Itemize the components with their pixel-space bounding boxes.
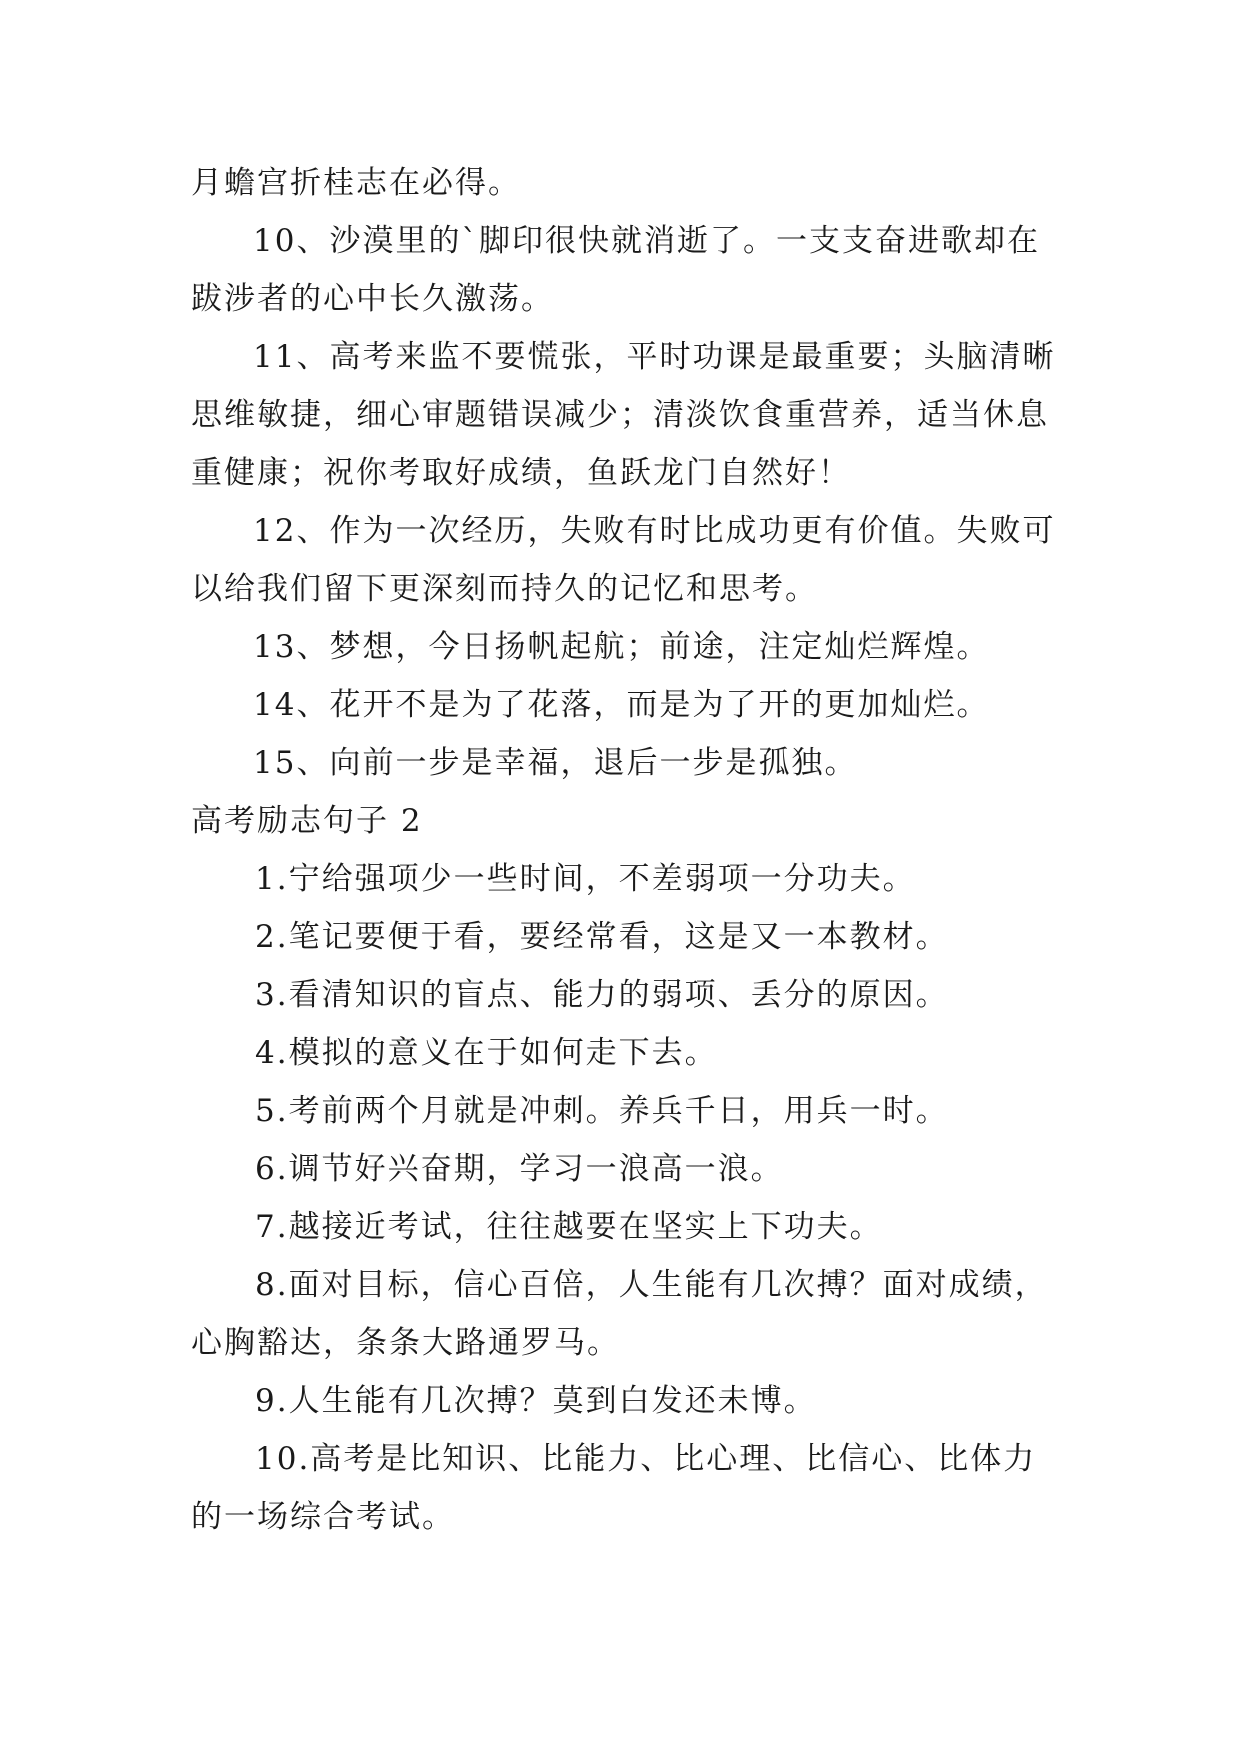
text-line: 5.考前两个月就是冲刺。养兵千日，用兵一时。: [255, 1093, 949, 1129]
text-line: 10.高考是比知识、比能力、比心理、比信心、比体力: [255, 1441, 1037, 1477]
text-line: 跋涉者的心中长久激荡。: [191, 281, 554, 317]
text-line: 15、向前一步是幸福，退后一步是孤独。: [253, 745, 858, 781]
text-line: 9.人生能有几次搏？莫到白发还未博。: [255, 1383, 817, 1419]
section-heading: 高考励志句子 2: [191, 803, 423, 839]
text-line: 11、高考来监不要慌张，平时功课是最重要；头脑清晰: [253, 339, 1056, 375]
text-line: 思维敏捷，细心审题错误减少；清淡饮食重营养，适当休息: [191, 397, 1049, 433]
text-line: 1.宁给强项少一些时间，不差弱项一分功夫。: [255, 861, 916, 897]
text-line: 重健康；祝你考取好成绩，鱼跃龙门自然好！: [191, 455, 851, 491]
text-line: 12、作为一次经历，失败有时比成功更有价值。失败可: [253, 513, 1056, 549]
text-line: 10、沙漠里的`脚印很快就消逝了。一支支奋进歌却在: [253, 223, 1040, 259]
text-line: 6.调节好兴奋期，学习一浪高一浪。: [255, 1151, 784, 1187]
text-line: 以给我们留下更深刻而持久的记忆和思考。: [191, 571, 818, 607]
text-line: 14、花开不是为了花落，而是为了开的更加灿烂。: [253, 687, 990, 723]
text-line: 心胸豁达，条条大路通罗马。: [191, 1325, 620, 1361]
text-line: 7.越接近考试，往往越要在坚实上下功夫。: [255, 1209, 883, 1245]
text-line: 3.看清知识的盲点、能力的弱项、丢分的原因。: [255, 977, 949, 1013]
document-page: [191, 154, 1061, 1546]
text-line: 月蟾宫折桂志在必得。: [191, 165, 521, 201]
text-line: 13、梦想，今日扬帆起航；前途，注定灿烂辉煌。: [253, 629, 990, 665]
text-line: 2.笔记要便于看，要经常看，这是又一本教材。: [255, 919, 949, 955]
text-line: 4.模拟的意义在于如何走下去。: [255, 1035, 718, 1071]
text-line: 的一场综合考试。: [191, 1499, 455, 1535]
text-line: 8.面对目标，信心百倍，人生能有几次搏？面对成绩，: [255, 1267, 1048, 1303]
